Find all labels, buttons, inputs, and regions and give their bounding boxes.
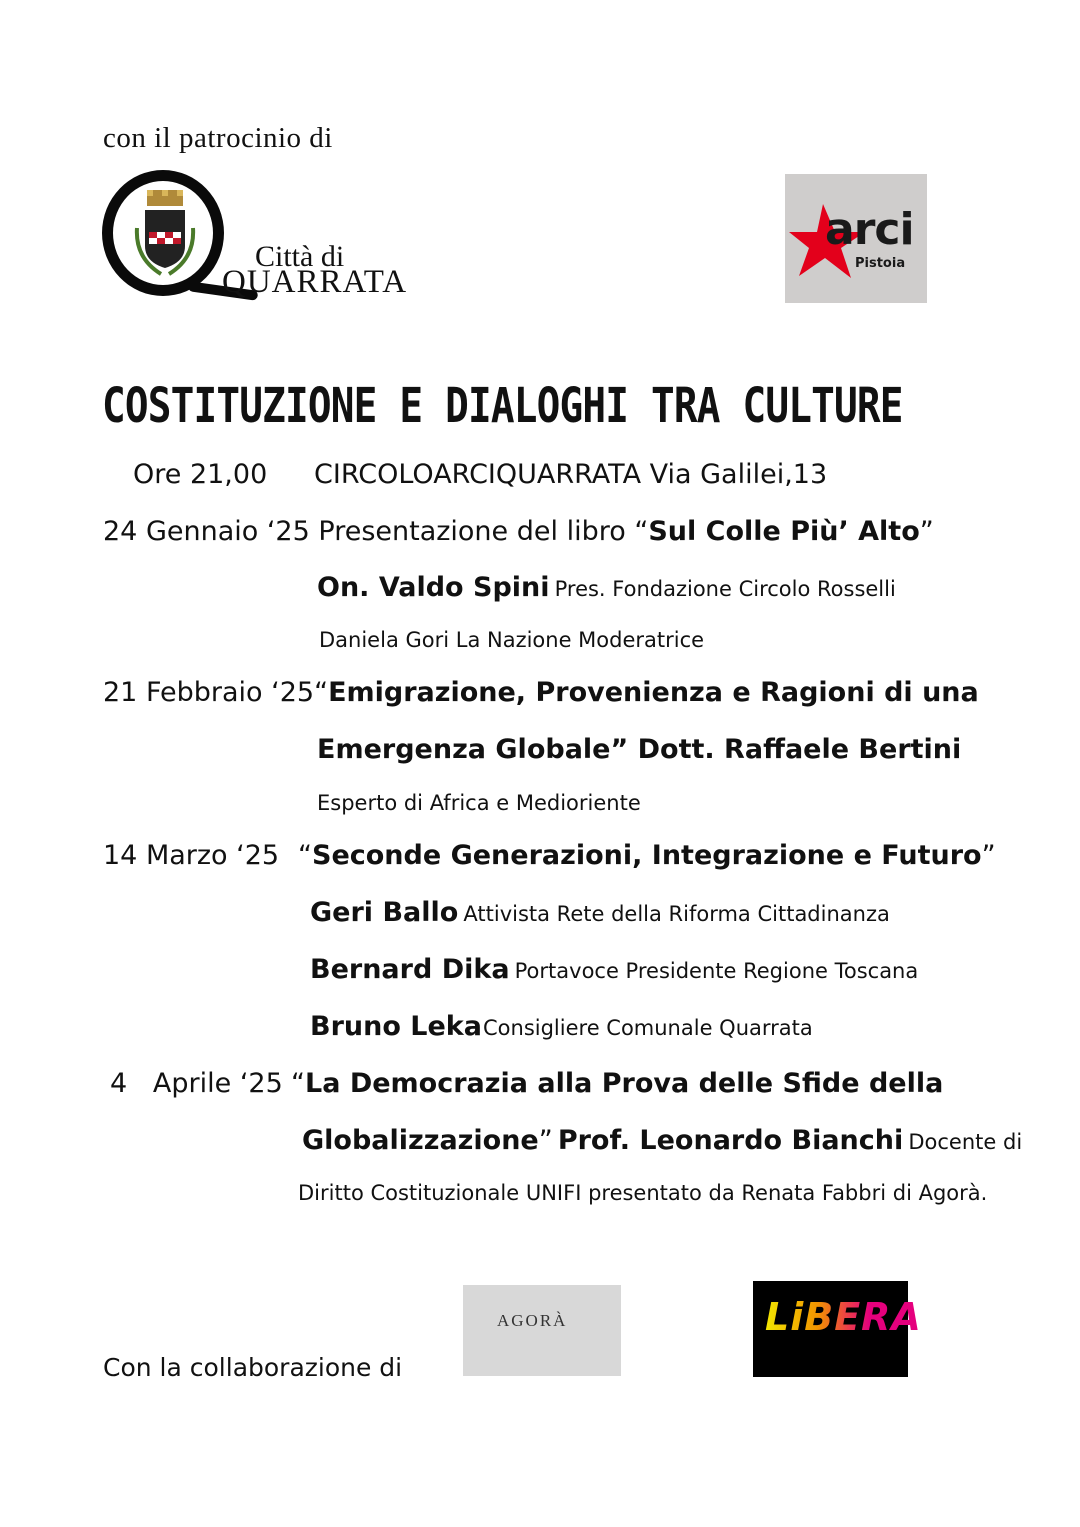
event-2-title-2: Emergenza Globale” Dott. Raffaele Bertini: [317, 734, 962, 765]
event-1-moderator: Daniela Gori La Nazione Moderatrice: [319, 628, 705, 652]
coat-of-arms-icon: [133, 188, 197, 278]
libera-logo: [753, 1281, 922, 1377]
agora-logo: [463, 1285, 621, 1376]
event-3-title-line: [298, 840, 996, 871]
event-4-title-1: La Democrazia alla Prova delle Sfide della: [305, 1068, 944, 1099]
event-4-title-close: ”: [538, 1125, 553, 1156]
event-1-close: ”: [919, 516, 934, 547]
event-3-speaker-2-line: [310, 954, 918, 985]
event-2-line: [103, 677, 979, 708]
event-4-title-2: Globalizzazione: [302, 1125, 539, 1156]
event-1-speaker-line: [317, 572, 896, 603]
quarrata-citta-text: Città di: [255, 240, 345, 273]
patronage-label: con il patrocinio di: [103, 122, 333, 154]
event-3-speaker-3-role: Consigliere Comunale Quarrata: [483, 1016, 813, 1040]
event-3-close: ”: [981, 840, 996, 871]
event-1-date: 24 Gennaio ‘25: [103, 516, 310, 547]
event-3-speaker-3: Bruno Leka: [310, 1011, 482, 1042]
event-4-speaker-role: Docente di: [908, 1130, 1023, 1154]
event-3-speaker-2: Bernard Dika: [310, 954, 510, 985]
event-3-title: Seconde Generazioni, Integrazione e Futuro: [312, 840, 982, 871]
collaboration-label: Con la collaborazione di: [103, 1353, 403, 1382]
arci-city: Pistoia: [855, 256, 906, 271]
event-3-open: “: [298, 840, 312, 871]
event-1-line: [103, 516, 934, 547]
libera-word: LiBERA: [765, 1295, 922, 1339]
event-3-speaker-1: Geri Ballo: [310, 897, 459, 928]
agora-word: AGORÀ: [497, 1311, 568, 1330]
quarrata-logo: [100, 168, 408, 308]
event-4-title-line-2: [302, 1125, 1022, 1156]
event-3-speaker-1-line: [310, 897, 890, 928]
event-1-speaker: On. Valdo Spini: [317, 572, 550, 603]
event-venue: CIRCOLOARCIQUARRATA Via Galilei,13: [314, 459, 828, 490]
event-2-date: 21 Febbraio ‘25“: [103, 677, 329, 708]
event-2-speaker-role: Esperto di Africa e Medioriente: [317, 791, 641, 815]
event-1-title: Sul Colle Più’ Alto: [648, 516, 920, 547]
event-1-intro: Presentazione del libro “: [318, 516, 649, 547]
arci-logo: [785, 174, 927, 303]
event-1-speaker-role: Pres. Fondazione Circolo Rosselli: [554, 577, 896, 601]
event-3-speaker-1-role: Attivista Rete della Riforma Cittadinanza: [463, 902, 890, 926]
event-4-title-line-1: [291, 1068, 943, 1099]
quarrata-name-text: QUARRATA: [222, 264, 408, 300]
main-title: COSTITUZIONE E DIALOGHI TRA CULTURE: [102, 378, 903, 434]
event-4-speaker-role-2: Diritto Costituzionale UNIFI presentato da Renata Fabbri di Agorà.: [298, 1181, 988, 1205]
event-3-speaker-2-role: Portavoce Presidente Regione Toscana: [514, 959, 919, 983]
event-2-title-1: Emigrazione, Provenienza e Ragioni di una: [328, 677, 979, 708]
event-4-date: 4 Aprile ‘25: [110, 1068, 283, 1099]
arci-word: arci: [825, 204, 914, 255]
event-time: Ore 21,00: [133, 459, 268, 490]
event-3-date: 14 Marzo ‘25: [103, 840, 280, 871]
event-4-open: “: [291, 1068, 305, 1099]
event-4-speaker: Prof. Leonardo Bianchi: [557, 1125, 904, 1156]
